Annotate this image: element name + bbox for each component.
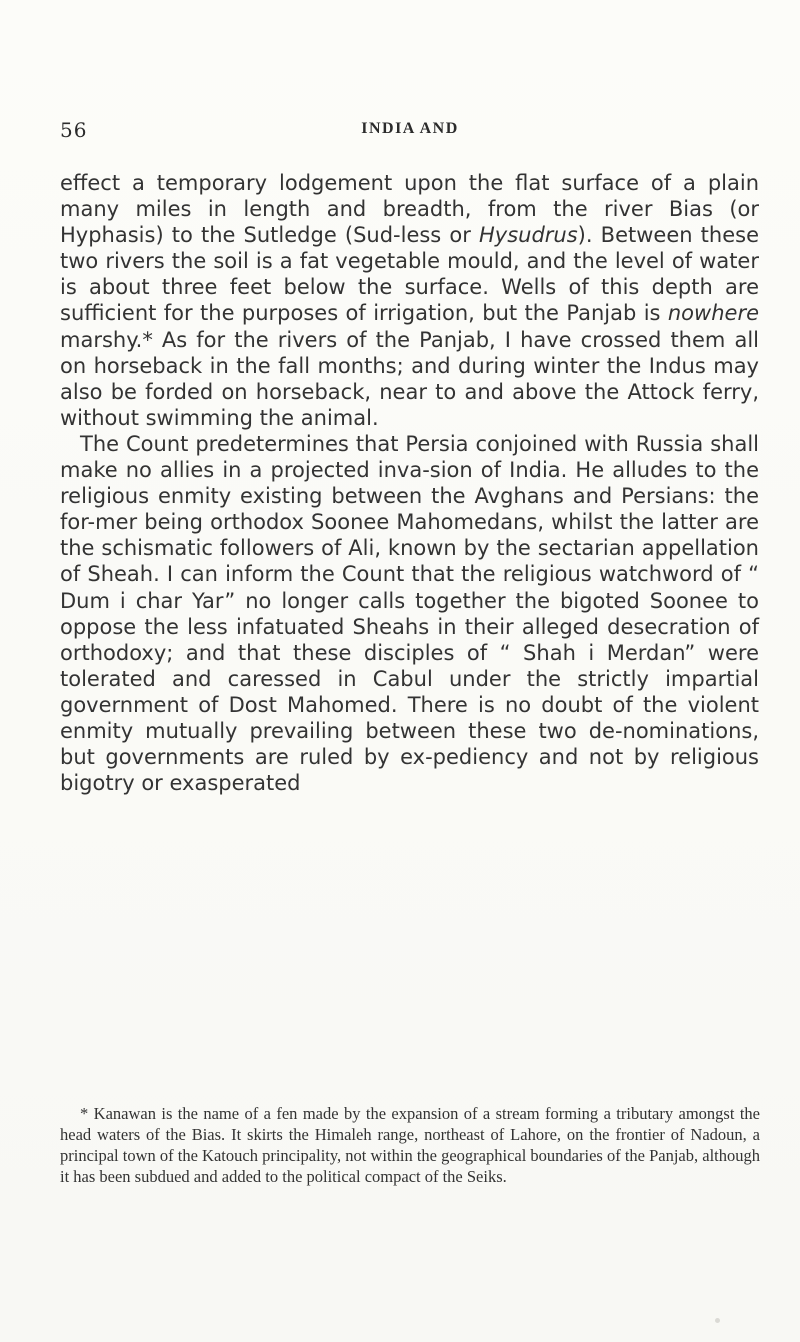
paragraph-1-part-b: ). Between these two rivers the soil is a fat vegetable mould, and the level of water is about three feet below the surface. Wells of this depth are sufficient for the purposes of irrigation, but the Panjab is <box>60 223 759 326</box>
footnote: * Kanawan is the name of a fen made by the expansion of a stream forming a tributary amongst the head waters of the Bias. It skirts the Himaleh range, northeast of Lahore, on the frontier of Nadoun, a principal town of the Katouch principality, not within the geographical boundaries of the Panjab, although it has been subdued and added to the political compact of the Seiks. <box>60 1104 761 1186</box>
italic-term-hysudrus: Hysudrus <box>478 223 578 248</box>
page-header <box>60 118 760 148</box>
paragraph-1-part-c: marshy.* As for the rivers of the Panjab, I have crossed them all on horseback in the fall months; and during winter the Indus may also be forded on horseback, near to and above the Attock ferry, without swimming the animal. <box>60 327 759 430</box>
body-text <box>60 170 759 796</box>
italic-term-nowhere: nowhere <box>667 301 759 326</box>
paragraph-2: The Count predetermines that Persia conjoined with Russia shall make no allies in a projected inva-sion of India. He alludes to the religious enmity existing between the Avghans and Persians: the for-mer being orthodox Soonee Mahomedans, whilst the latter are the schismatic followers of Ali, known by the sectarian appellation of Sheah. I can inform the Count that the religious watchword of “ Dum i char Yar” no longer calls together the bigoted Soonee to oppose the less infatuated Sheahs in their alleged desecration of orthodoxy; and that these disciples of “ Shah i Merdan” were tolerated and caressed in Cabul under the strictly impartial government of Dost Mahomed. There is no doubt of the violent enmity mutually prevailing between these two de-nominations, but governments are ruled by ex-pediency and not by religious bigotry or exasperated <box>60 431 759 796</box>
paragraph-1 <box>60 170 759 431</box>
running-head: INDIA AND <box>361 120 459 137</box>
page-number: 56 <box>60 118 88 142</box>
paper-speck <box>715 1318 720 1323</box>
paragraph-1-part-a: effect a temporary lodgement upon the flat surface of a plain many miles in length and breadth, from the river Bias (or Hyphasis) to the Sutledge (Sud-less or <box>60 171 759 248</box>
